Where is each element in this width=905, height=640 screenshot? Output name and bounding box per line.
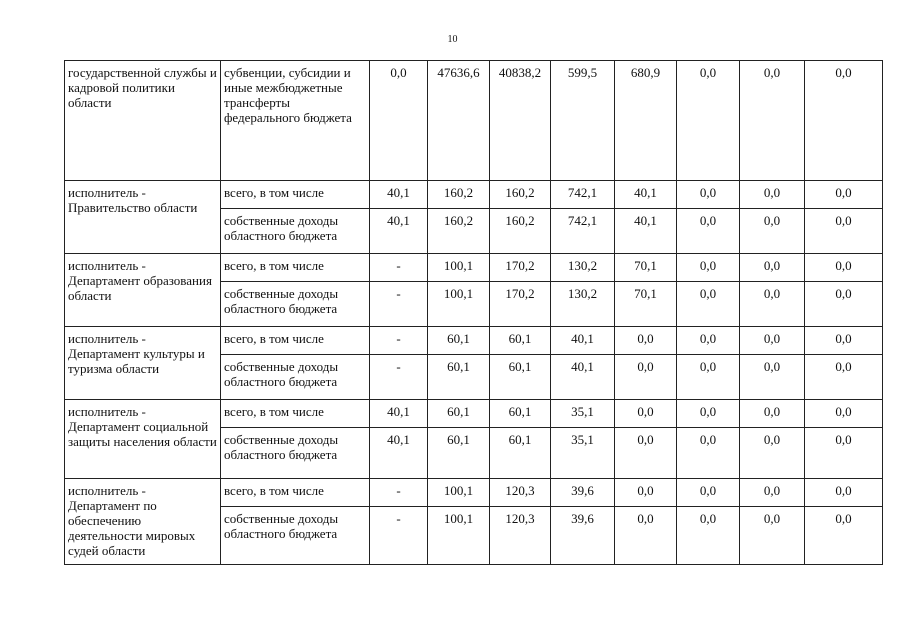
table-row <box>65 479 883 507</box>
amount-cell: 0,0 <box>615 428 677 479</box>
table-row <box>65 327 883 355</box>
amount-cell: 40,1 <box>370 209 428 254</box>
amount-cell: 0,0 <box>740 400 805 428</box>
amount-cell: 0,0 <box>615 479 677 507</box>
amount-cell: 0,0 <box>740 209 805 254</box>
amount-cell: 40,1 <box>551 327 615 355</box>
table-row <box>65 61 883 181</box>
amount-cell: 0,0 <box>805 61 883 181</box>
amount-cell: 60,1 <box>490 355 551 400</box>
amount-cell: 0,0 <box>805 428 883 479</box>
amount-cell: 0,0 <box>677 61 740 181</box>
amount-cell: 60,1 <box>490 400 551 428</box>
amount-cell: 0,0 <box>615 327 677 355</box>
amount-cell: 100,1 <box>428 479 490 507</box>
funding-source-cell: всего, в том числе <box>221 327 370 355</box>
amount-cell: 0,0 <box>740 479 805 507</box>
amount-cell: 0,0 <box>677 181 740 209</box>
amount-cell: - <box>370 327 428 355</box>
amount-cell: 40,1 <box>370 400 428 428</box>
executor-cell: исполнитель - Департамент по обеспечению деятельности мировых судей области <box>65 479 221 565</box>
table-row <box>65 400 883 428</box>
amount-cell: 60,1 <box>428 355 490 400</box>
table-body <box>65 61 883 565</box>
funding-source-cell: всего, в том числе <box>221 400 370 428</box>
amount-cell: 0,0 <box>805 507 883 565</box>
amount-cell: 47636,6 <box>428 61 490 181</box>
amount-cell: 100,1 <box>428 282 490 327</box>
amount-cell: 742,1 <box>551 209 615 254</box>
funding-source-cell: всего, в том числе <box>221 181 370 209</box>
amount-cell: 35,1 <box>551 400 615 428</box>
amount-cell: 40,1 <box>370 181 428 209</box>
amount-cell: 0,0 <box>740 282 805 327</box>
amount-cell: 0,0 <box>805 355 883 400</box>
amount-cell: - <box>370 355 428 400</box>
amount-cell: 0,0 <box>805 209 883 254</box>
amount-cell: - <box>370 507 428 565</box>
amount-cell: 0,0 <box>805 400 883 428</box>
amount-cell: 60,1 <box>490 327 551 355</box>
amount-cell: 0,0 <box>740 254 805 282</box>
amount-cell: 40,1 <box>370 428 428 479</box>
funding-source-cell: всего, в том числе <box>221 479 370 507</box>
amount-cell: 160,2 <box>428 181 490 209</box>
amount-cell: 742,1 <box>551 181 615 209</box>
amount-cell: 40838,2 <box>490 61 551 181</box>
amount-cell: 0,0 <box>740 181 805 209</box>
amount-cell: 130,2 <box>551 254 615 282</box>
funding-source-cell: собственные доходы областного бюджета <box>221 428 370 479</box>
amount-cell: 0,0 <box>615 355 677 400</box>
amount-cell: 0,0 <box>677 209 740 254</box>
amount-cell: 170,2 <box>490 282 551 327</box>
amount-cell: 0,0 <box>615 400 677 428</box>
amount-cell: 39,6 <box>551 479 615 507</box>
amount-cell: 0,0 <box>805 254 883 282</box>
amount-cell: 0,0 <box>740 428 805 479</box>
executor-cell: исполнитель - Департамент образования области <box>65 254 221 327</box>
funding-source-cell: субвенции, субсидии и иные межбюджетные трансферты федерального бюджета <box>221 61 370 181</box>
amount-cell: - <box>370 282 428 327</box>
amount-cell: 40,1 <box>615 209 677 254</box>
executor-cell: исполнитель - Правительство области <box>65 181 221 254</box>
table-row <box>65 181 883 209</box>
amount-cell: 0,0 <box>740 355 805 400</box>
amount-cell: - <box>370 479 428 507</box>
amount-cell: 40,1 <box>615 181 677 209</box>
amount-cell: 160,2 <box>428 209 490 254</box>
budget-table <box>64 60 883 565</box>
amount-cell: 160,2 <box>490 209 551 254</box>
executor-cell: исполнитель - Департамент социальной защиты населения области <box>65 400 221 479</box>
amount-cell: 0,0 <box>805 327 883 355</box>
amount-cell: 35,1 <box>551 428 615 479</box>
amount-cell: 0,0 <box>615 507 677 565</box>
amount-cell: 0,0 <box>805 282 883 327</box>
amount-cell: 120,3 <box>490 507 551 565</box>
executor-cell: государственной службы и кадровой политики области <box>65 61 221 181</box>
amount-cell: 680,9 <box>615 61 677 181</box>
amount-cell: 60,1 <box>490 428 551 479</box>
amount-cell: 0,0 <box>740 507 805 565</box>
amount-cell: 0,0 <box>740 61 805 181</box>
amount-cell: 39,6 <box>551 507 615 565</box>
amount-cell: 100,1 <box>428 254 490 282</box>
amount-cell: 0,0 <box>740 327 805 355</box>
funding-source-cell: собственные доходы областного бюджета <box>221 355 370 400</box>
amount-cell: 0,0 <box>677 507 740 565</box>
funding-source-cell: собственные доходы областного бюджета <box>221 282 370 327</box>
amount-cell: 130,2 <box>551 282 615 327</box>
amount-cell: 0,0 <box>677 428 740 479</box>
amount-cell: 60,1 <box>428 327 490 355</box>
amount-cell: 0,0 <box>805 479 883 507</box>
amount-cell: 599,5 <box>551 61 615 181</box>
funding-source-cell: всего, в том числе <box>221 254 370 282</box>
amount-cell: 70,1 <box>615 282 677 327</box>
amount-cell: 0,0 <box>677 254 740 282</box>
amount-cell: 0,0 <box>677 282 740 327</box>
table-row <box>65 254 883 282</box>
amount-cell: 70,1 <box>615 254 677 282</box>
amount-cell: 40,1 <box>551 355 615 400</box>
amount-cell: - <box>370 254 428 282</box>
amount-cell: 0,0 <box>677 355 740 400</box>
amount-cell: 100,1 <box>428 507 490 565</box>
amount-cell: 0,0 <box>370 61 428 181</box>
amount-cell: 120,3 <box>490 479 551 507</box>
funding-source-cell: собственные доходы областного бюджета <box>221 209 370 254</box>
amount-cell: 0,0 <box>805 181 883 209</box>
amount-cell: 0,0 <box>677 327 740 355</box>
executor-cell: исполнитель - Департамент культуры и туризма области <box>65 327 221 400</box>
amount-cell: 160,2 <box>490 181 551 209</box>
amount-cell: 170,2 <box>490 254 551 282</box>
amount-cell: 60,1 <box>428 428 490 479</box>
amount-cell: 0,0 <box>677 479 740 507</box>
page-number: 10 <box>447 34 458 45</box>
amount-cell: 0,0 <box>677 400 740 428</box>
funding-source-cell: собственные доходы областного бюджета <box>221 507 370 565</box>
amount-cell: 60,1 <box>428 400 490 428</box>
